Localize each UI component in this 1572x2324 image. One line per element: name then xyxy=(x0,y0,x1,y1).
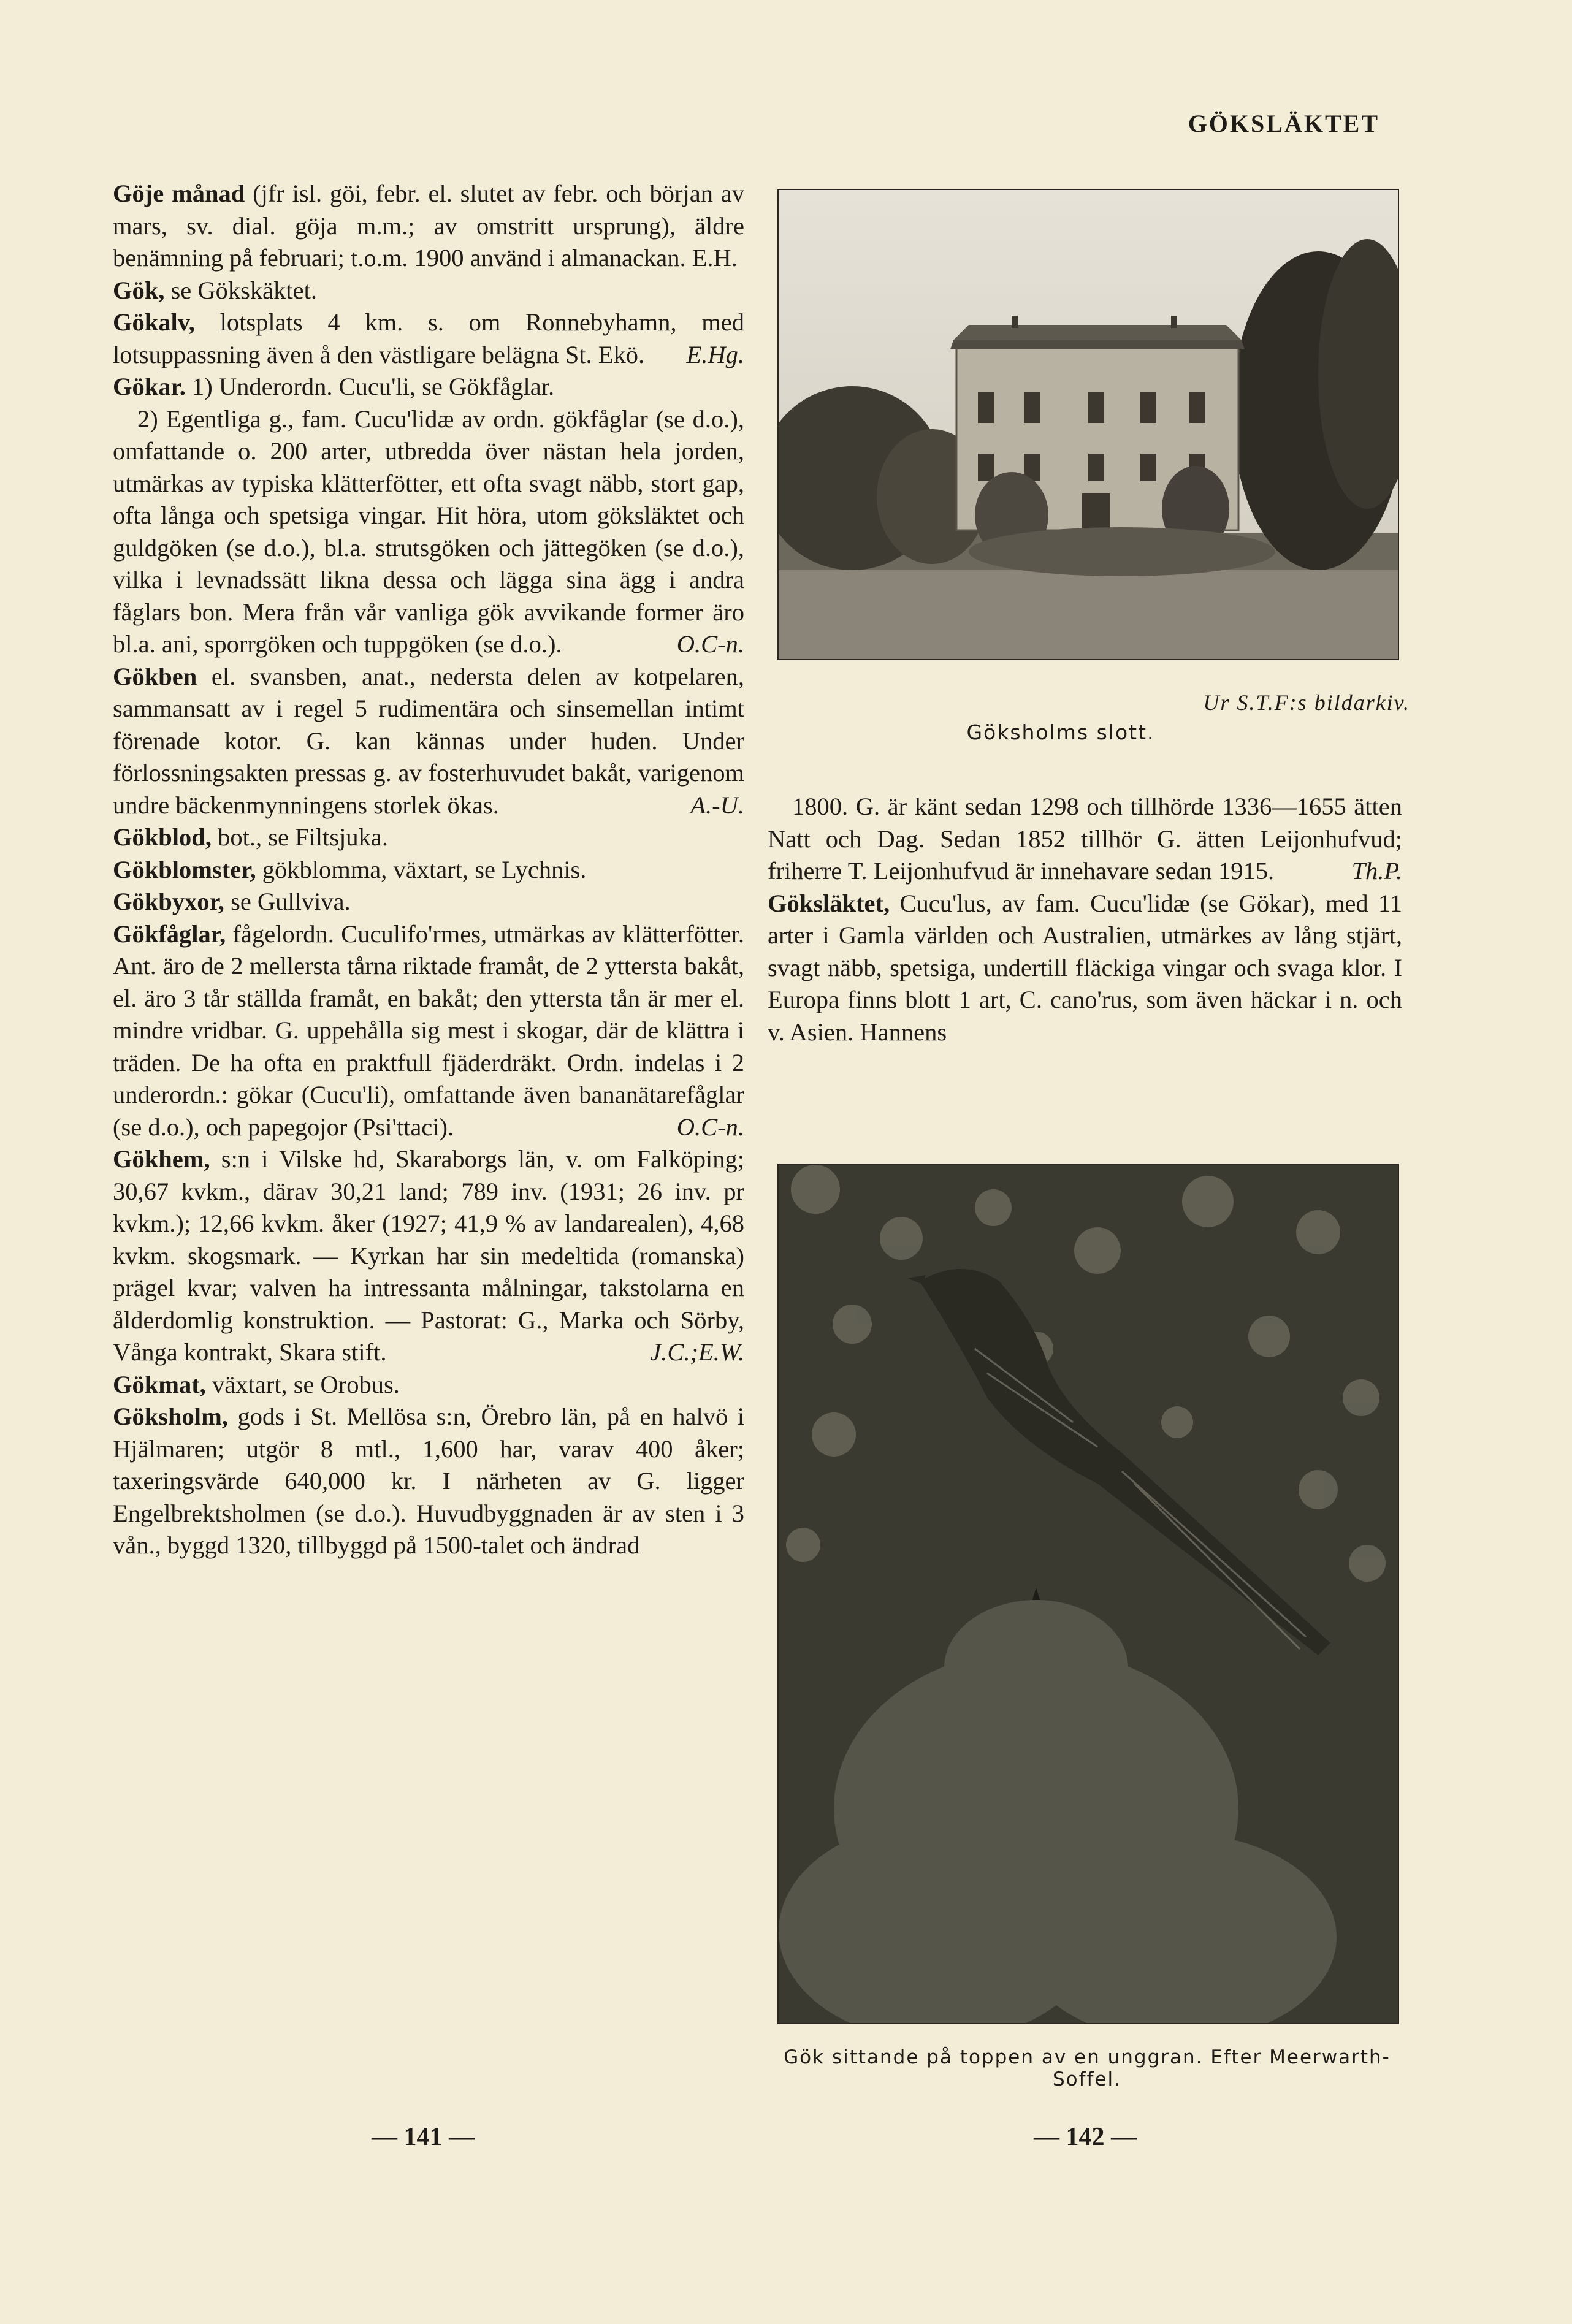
author-signature: J.C.;E.W. xyxy=(650,1338,744,1366)
castle-caption: Göksholms slott. xyxy=(966,720,1155,744)
entry-headword: Gökben xyxy=(113,662,197,690)
author-signature: O.C-n. xyxy=(676,1113,744,1141)
entry-text: se Gullviva. xyxy=(224,888,351,915)
entry-text: 1) Underordn. Cucu'li, se Gökfåglar. xyxy=(185,373,555,400)
entry-text: växtart, se Orobus. xyxy=(205,1370,400,1398)
page-number-right: — 142 — xyxy=(1034,2123,1137,2151)
photo-credit: Ur S.T.F:s bildarkiv. xyxy=(1203,690,1410,715)
entry-headword: Gökblod, xyxy=(113,823,212,851)
running-head: GÖKSLÄKTET xyxy=(1188,110,1379,137)
dictionary-entry xyxy=(768,888,1402,1049)
author-signature: A.-U. xyxy=(690,791,744,819)
entry-text: lotsplats 4 km. s. om Ronnebyhamn, med lotsuppassning även å den västligare belägna St. Ekö. xyxy=(113,308,744,368)
entry-text: 2) Egentliga g., fam. Cucu'lidæ av ordn. gökfåglar (se d.o.), omfattande o. 200 arter, utbredda över nästan hela jorden, utmärkas av typiska klätterfötter, ett ofta svagt näbb, stort gap, ofta långa och spetsiga vingar. Hit höra, utom göksläktet och guldgöken (se d.o.), bl.a. strutsgöken och jättegöken (se d.o.), vilka i levnadssätt likna dessa och lägga sina ägg i andra fåglars bon. Mera från vår vanliga gök avvikande former äro bl.a. ani, sporrgöken och tuppgöken (se d.o.). xyxy=(113,405,744,658)
dictionary-entry xyxy=(113,918,744,1144)
cuckoo-illustration xyxy=(779,1165,1398,2023)
dictionary-entry xyxy=(113,1401,744,1562)
entry-headword: Gökfåglar, xyxy=(113,920,226,948)
entry-headword: Gök, xyxy=(113,276,165,304)
dictionary-entry xyxy=(113,403,744,661)
entry-headword: Göksläktet, xyxy=(768,889,890,917)
dictionary-entry xyxy=(113,178,744,275)
dictionary-entry xyxy=(113,821,744,854)
entry-text: el. svansben, anat., nedersta delen av kotpelaren, sammansatt av i regel 5 rudimentära och sinsemellan intimt förenade kotor. G. kan kännas under huden. Under förlossningsakten pressas g. av fosterhuvudet bakåt, varigenom undre bäckenmynningens storlek ökas. xyxy=(113,662,744,819)
entry-headword: Gökar. xyxy=(113,373,186,400)
entry-text: bot., se Filtsjuka. xyxy=(211,823,388,851)
dictionary-entry xyxy=(113,275,744,307)
dictionary-entry xyxy=(113,854,744,886)
author-signature: O.C-n. xyxy=(676,630,744,658)
author-signature: Th.P. xyxy=(1351,857,1402,885)
entry-text: 1800. G. är känt sedan 1298 och tillhörde 1336—1655 ätten Natt och Dag. Sedan 1852 tillhör G. ätten Leijonhufvud; friherre T. Leijonhufvud är innehavare sedan 1915. xyxy=(768,793,1402,885)
entry-text: Cucu'lus, av fam. Cucu'lidæ (se Gökar), med 11 arter i Gamla världen och Australien, utmärkes av lång stjärt, svagt näbb, spetsiga, undertill fläckiga vingar och svaga klor. I Europa finns blott 1 art, C. cano'rus, som även häckar i n. och v. Asien. Hannens xyxy=(768,889,1402,1046)
left-column xyxy=(113,178,744,1562)
dictionary-entry xyxy=(113,1143,744,1369)
entry-headword: Göje månad xyxy=(113,180,245,207)
dictionary-entry xyxy=(113,886,744,918)
entry-headword: Göksholm, xyxy=(113,1403,228,1430)
cuckoo-photo xyxy=(777,1164,1399,2024)
dictionary-entry xyxy=(768,791,1402,888)
right-column xyxy=(768,791,1402,1048)
entry-headword: Gökalv, xyxy=(113,308,195,336)
entry-text: s:n i Vilske hd, Skaraborgs län, v. om Falköping; 30,67 kvkm., därav 30,21 land; 789 inv. (1931; 26 inv. pr kvkm.); 12,66 kvkm. åker (1927; 41,9 % av landarealen), 4,68 kvkm. skogsmark. — Kyrkan har sin medeltida (romanska) prägel kvar; valven ha intressanta målningar, takstolarna en ålderdomlig konstruktion. — Pastorat: G., Marka och Sörby, Vånga kontrakt, Skara stift. xyxy=(113,1145,744,1366)
entry-headword: Gökmat, xyxy=(113,1370,206,1398)
cuckoo-caption: Gök sittande på toppen av en unggran. Efter Meerwarth-Soffel. xyxy=(784,2046,1391,2090)
dictionary-entry xyxy=(113,307,744,371)
dictionary-entry xyxy=(113,1369,744,1401)
castle-illustration xyxy=(779,190,1398,659)
entry-headword: Gökblomster, xyxy=(113,855,256,883)
entry-text: gods i St. Mellösa s:n, Örebro län, på en halvö i Hjälmaren; utgör 8 mtl., 1,600 har, varav 400 åker; taxeringsvärde 640,000 kr. I närheten av G. ligger Engelbrektsholmen (se d.o.). Huvudbyggnaden är av sten i 3 vån., byggd 1320, tillbyggd på 1500-talet och ändrad xyxy=(113,1403,744,1559)
author-signature: E.Hg. xyxy=(686,340,744,368)
entry-text: se Gökskäktet. xyxy=(164,276,317,304)
castle-photo xyxy=(777,189,1399,660)
entry-headword: Gökbyxor, xyxy=(113,888,224,915)
entry-text: fågelordn. Cuculifo'rmes, utmärkas av klätterfötter. Ant. äro de 2 mellersta tårna riktade framåt, de 2 yttersta bakåt, el. äro 3 tår ställda framåt, en bakåt; den yttersta tån är mer el. mindre vridbar. G. uppehålla sig mest i skogar, där de klättra i träden. De ha ofta en praktfull fjäderdräkt. Ordn. indelas i 2 underordn.: gökar (Cucu'li), omfattande även bananätarefåglar (se d.o.), och papegojor (Psi'ttaci). xyxy=(113,920,744,1141)
entry-text: (jfr isl. göi, febr. el. slutet av febr. och början av mars, sv. dial. göja m.m.; av omstritt ursprung), äldre benämning på februari; t.o.m. 1900 använd i almanackan. E.H. xyxy=(113,180,745,272)
page-number-left: — 141 — xyxy=(372,2123,475,2151)
entry-text: gökblomma, växtart, se Lychnis. xyxy=(256,855,587,883)
dictionary-entry xyxy=(113,661,744,822)
dictionary-entry xyxy=(113,371,744,403)
entry-headword: Gökhem, xyxy=(113,1145,210,1173)
